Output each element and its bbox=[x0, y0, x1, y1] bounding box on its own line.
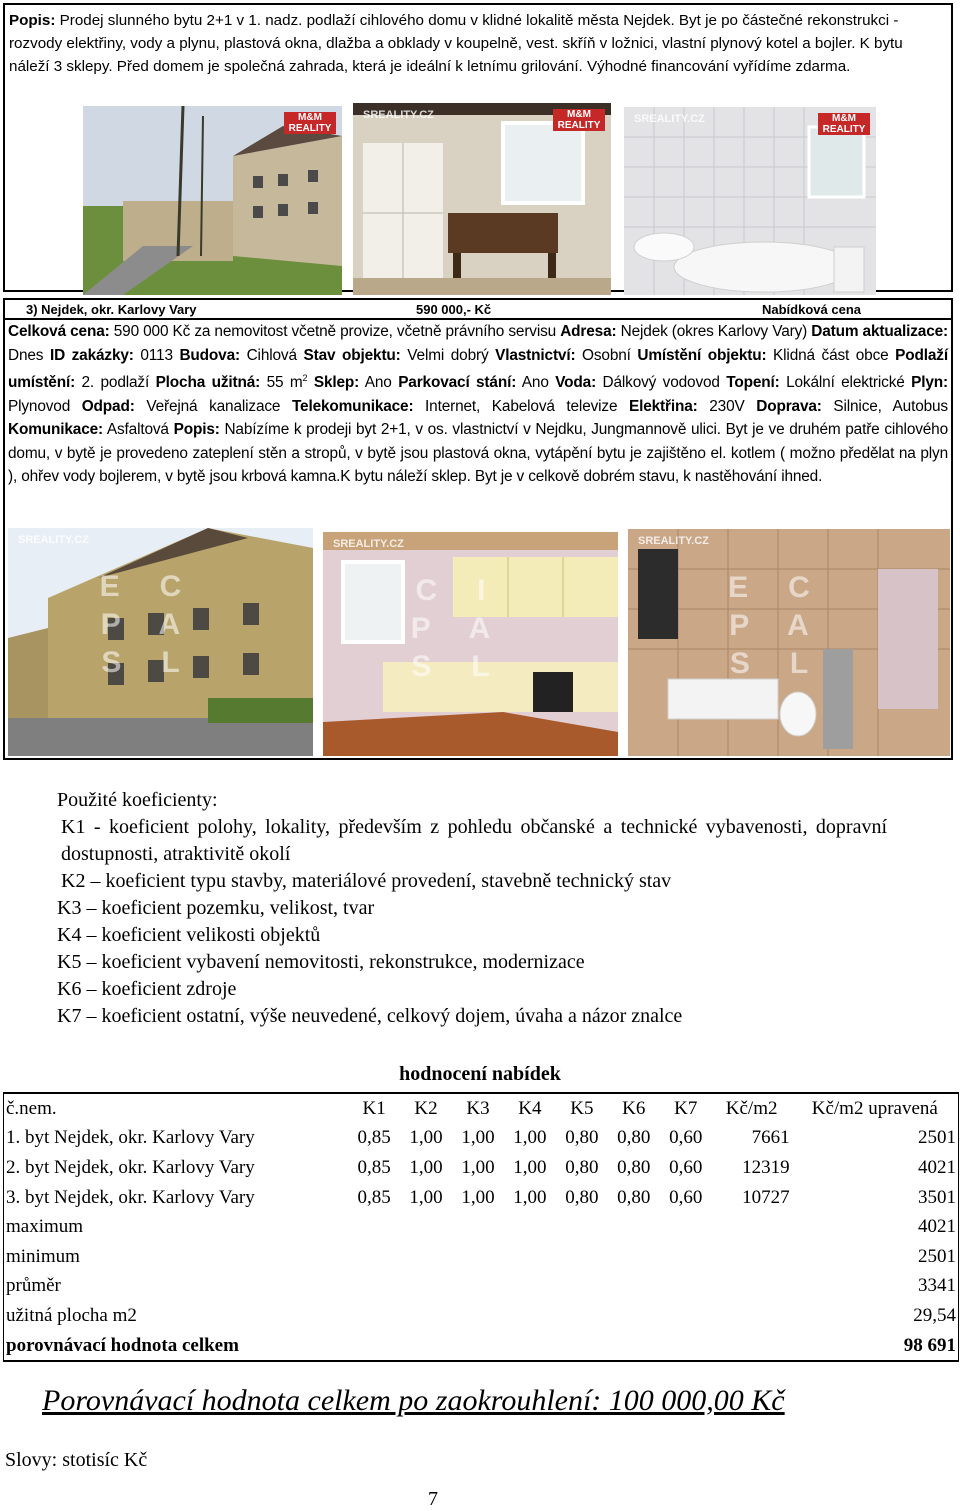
eci-pasel-watermark: EC PA SL bbox=[728, 571, 850, 680]
table-cell: 0,80 bbox=[617, 1186, 651, 1208]
field-label: Odpad: bbox=[81, 397, 135, 415]
photo-building bbox=[8, 528, 313, 756]
photo-kitchen bbox=[353, 103, 611, 295]
table-cell: 0,80 bbox=[565, 1127, 599, 1149]
summary-value: 2501 bbox=[792, 1242, 959, 1272]
field-value: Asfaltová bbox=[103, 421, 174, 439]
coefficient-item: K5 – koeficient vybavení nemovitosti, rekonstrukce, modernizace bbox=[57, 951, 585, 973]
field-value: Cihlová bbox=[239, 346, 304, 364]
field-value: Veřejná kanalizace bbox=[134, 397, 292, 415]
header-cell: K7 bbox=[660, 1093, 712, 1124]
sreality-watermark: SREALITY.CZ bbox=[634, 113, 705, 125]
table-row bbox=[4, 1124, 959, 1154]
coefficient-item: K7 – koeficient ostatní, výše neuvedené, celkový dojem, úvaha a názor znalce bbox=[57, 1005, 683, 1027]
field-label: Budova: bbox=[179, 346, 240, 364]
row-label: 2. byt Nejdek, okr. Karlovy Vary bbox=[4, 1153, 349, 1183]
table-header-row bbox=[4, 1093, 959, 1124]
page-number: 7 bbox=[428, 1488, 438, 1510]
final-value: Porovnávací hodnota celkem po zaokrouhlení: 100 000,00 Kč bbox=[42, 1384, 785, 1417]
total-label: porovnávací hodnota celkem bbox=[4, 1331, 792, 1362]
photo-kitchen bbox=[323, 532, 618, 756]
table-cell: 1,00 bbox=[409, 1127, 443, 1149]
coefficient-item: K4 – koeficient velikosti objektů bbox=[57, 924, 321, 946]
field-value: Nabízíme k prodeji byt 2+1, v os. vlastnictví v Nejdku, Jungmannově ulici. Byt je ve druhém patře cihlového domu, v bytě je provedeno zateplení stěn a stropů, v bytě jsou plastová okna, vytápění bytu je zajištěno el. kotlem ( možno předělat na plyn ), ohřev vody bojlerem, v bytě jsou krbová kamna.K bytu náleží sklep. Byt je v celkově dobrém stavu, k nastěhování ihned. bbox=[8, 421, 948, 486]
header-cell: K1 bbox=[348, 1093, 400, 1124]
header-cell: K2 bbox=[400, 1093, 452, 1124]
evaluation-title: hodnocení nabídek bbox=[399, 1063, 561, 1085]
summary-row bbox=[4, 1272, 959, 1302]
field-label: Datum aktualizace: bbox=[811, 323, 949, 340]
table-cell: 1,00 bbox=[409, 1156, 443, 1178]
field-value: Dálkový vodovod bbox=[596, 374, 727, 392]
field-value-superscript: 2 bbox=[302, 373, 308, 383]
field-value: Klidná část obce bbox=[766, 346, 896, 364]
summary-row bbox=[4, 1242, 959, 1272]
listing-price-type: Nabídková cena bbox=[762, 302, 861, 317]
photo-bathroom bbox=[624, 107, 876, 295]
listing-details bbox=[8, 320, 948, 489]
field-value: 55 m bbox=[260, 374, 303, 392]
table-cell: 4021 bbox=[792, 1153, 959, 1183]
table-cell: 1,00 bbox=[513, 1156, 547, 1178]
field-value: Nejdek (okres Karlovy Vary) bbox=[616, 323, 812, 340]
summary-label: maximum bbox=[4, 1212, 792, 1242]
header-cell: Kč/m2 bbox=[712, 1093, 792, 1124]
field-label: Elektřina: bbox=[629, 397, 698, 415]
field-label: Vlastnictví: bbox=[495, 346, 576, 364]
summary-row bbox=[4, 1301, 959, 1331]
field-value: 230V bbox=[697, 397, 757, 415]
field-value: 0113 bbox=[133, 346, 180, 364]
field-value: Ano bbox=[359, 374, 399, 392]
field-value: Ano bbox=[516, 374, 556, 392]
field-value: Silnice, Autobus bbox=[821, 397, 948, 415]
table-cell: 1,00 bbox=[461, 1127, 495, 1149]
summary-label: minimum bbox=[4, 1242, 792, 1272]
header-cell: č.nem. bbox=[4, 1093, 349, 1124]
row-label: 3. byt Nejdek, okr. Karlovy Vary bbox=[4, 1183, 349, 1213]
table-cell: 0,85 bbox=[357, 1156, 391, 1178]
description-label: Popis: bbox=[9, 12, 56, 29]
table-cell: 0,85 bbox=[357, 1186, 391, 1208]
listing-title: 3) Nejdek, okr. Karlovy Vary bbox=[26, 302, 197, 317]
table-cell: 0,60 bbox=[669, 1127, 703, 1149]
table-row bbox=[4, 1153, 959, 1183]
realty-logo: M&M REALITY bbox=[284, 112, 336, 134]
listing-header bbox=[3, 298, 953, 320]
table-cell: 1,00 bbox=[513, 1127, 547, 1149]
field-label: Plyn: bbox=[911, 374, 949, 392]
table-cell: 3501 bbox=[792, 1183, 959, 1213]
table-cell: 0,60 bbox=[669, 1156, 703, 1178]
field-value: Internet, Kabelová televize bbox=[413, 397, 629, 415]
coefficients-heading: Použité koeficienty: bbox=[57, 789, 218, 811]
total-value: 98 691 bbox=[792, 1331, 959, 1362]
summary-label: průměr bbox=[4, 1272, 792, 1302]
field-value: Osobní bbox=[575, 346, 638, 364]
summary-value: 29,54 bbox=[792, 1301, 959, 1331]
table-cell: 0,60 bbox=[669, 1186, 703, 1208]
field-label: Komunikace: bbox=[8, 421, 103, 439]
table-cell: 1,00 bbox=[461, 1186, 495, 1208]
header-cell: K6 bbox=[608, 1093, 660, 1124]
field-label: Popis: bbox=[173, 421, 220, 439]
table-cell: 12319 bbox=[742, 1156, 790, 1178]
summary-value: 3341 bbox=[792, 1272, 959, 1302]
field-value: Plynovod bbox=[8, 397, 82, 415]
table-cell: 0,85 bbox=[357, 1127, 391, 1149]
field-label: Stav objektu: bbox=[303, 346, 401, 364]
realty-logo: M&M REALITY bbox=[818, 113, 870, 135]
field-label: Umístění objektu: bbox=[637, 346, 767, 364]
coefficient-item: K2 – koeficient typu stavby, materiálové provedení, stavebně technický stav bbox=[61, 870, 672, 892]
summary-row bbox=[4, 1212, 959, 1242]
listing-box-top bbox=[3, 3, 953, 292]
coefficient-item: K1 - koeficient polohy, lokality, především z pohledu občanské a technické vybavenosti, dopravní dostupnosti, atraktivitě okolí bbox=[61, 816, 887, 865]
sreality-watermark: SREALITY.CZ bbox=[363, 109, 434, 121]
field-label: Sklep: bbox=[313, 374, 360, 392]
photo-bathroom bbox=[628, 529, 950, 756]
table-cell: 1,00 bbox=[461, 1156, 495, 1178]
field-label: Plocha užitná: bbox=[155, 374, 261, 392]
field-value: 2. podlaží bbox=[75, 374, 156, 392]
table-cell: 0,80 bbox=[565, 1156, 599, 1178]
field-label: Adresa: bbox=[560, 323, 617, 340]
field-label: Voda: bbox=[555, 374, 597, 392]
summary-label: užitná plocha m2 bbox=[4, 1301, 792, 1331]
sreality-watermark: SREALITY.CZ bbox=[638, 535, 709, 547]
field-value: Velmi dobrý bbox=[400, 346, 496, 364]
listing-description bbox=[9, 9, 947, 78]
listing-body bbox=[3, 320, 953, 760]
table-cell: 0,80 bbox=[617, 1156, 651, 1178]
coefficient-item: K6 – koeficient zdroje bbox=[57, 978, 237, 1000]
eci-pasel-watermark: CI PA SL bbox=[410, 574, 531, 683]
table-cell: 0,80 bbox=[617, 1127, 651, 1149]
realty-logo: M&M REALITY bbox=[553, 109, 605, 131]
field-value: 590 000 Kč za nemovitost včetně provize, včetně právního servisu bbox=[109, 323, 561, 340]
field-label: Celková cena: bbox=[8, 323, 110, 340]
photo-building bbox=[83, 106, 342, 295]
field-label: Topení: bbox=[726, 374, 780, 392]
sreality-watermark: SREALITY.CZ bbox=[18, 534, 89, 546]
description-text: Prodej slunného bytu 2+1 v 1. nadz. podlaží cihlového domu v klidné lokalitě města Nejdek. Byt je po částečné rekonstrukci - rozvody elektřiny, vody a plynu, plastová okna, dlažba a obklady v koupelně, vest. skříň v ložnici, vlastní plynový kotel a bojler. K bytu náleží 3 sklepy. Před domem je společná zahrada, která je ideální k letnímu grilování. Výhodné financování vyřídíme zdarma. bbox=[9, 12, 903, 75]
coefficients-section bbox=[57, 787, 887, 1030]
eci-pasel-watermark: EC PA SL bbox=[99, 570, 222, 679]
field-label: Telekomunikace: bbox=[291, 397, 414, 415]
value-in-words: Slovy: stotisíc Kč bbox=[5, 1449, 148, 1471]
header-cell: K5 bbox=[556, 1093, 608, 1124]
header-cell: Kč/m2 upravená bbox=[792, 1093, 959, 1124]
coefficient-item: K3 – koeficient pozemku, velikost, tvar bbox=[57, 897, 375, 919]
sreality-watermark: SREALITY.CZ bbox=[333, 538, 404, 550]
table-cell: 2501 bbox=[792, 1124, 959, 1154]
table-cell: 10727 bbox=[742, 1186, 790, 1208]
listing-price: 590 000,- Kč bbox=[416, 302, 492, 317]
summary-value: 4021 bbox=[792, 1212, 959, 1242]
table-cell: 1,00 bbox=[513, 1186, 547, 1208]
field-label: Doprava: bbox=[756, 397, 822, 415]
header-cell: K4 bbox=[504, 1093, 556, 1124]
field-value: Dnes bbox=[8, 346, 50, 364]
field-value: Lokální elektrické bbox=[779, 374, 912, 392]
field-label: Podlaží umístění: bbox=[8, 346, 948, 392]
table-row bbox=[4, 1183, 959, 1213]
evaluation-table bbox=[3, 1092, 959, 1362]
row-label: 1. byt Nejdek, okr. Karlovy Vary bbox=[4, 1124, 349, 1154]
field-label: Parkovací stání: bbox=[398, 374, 517, 392]
total-row bbox=[4, 1331, 959, 1362]
header-cell: K3 bbox=[452, 1093, 504, 1124]
table-cell: 7661 bbox=[751, 1127, 790, 1149]
table-cell: 1,00 bbox=[409, 1186, 443, 1208]
field-label: ID zakázky: bbox=[49, 346, 134, 364]
table-cell: 0,80 bbox=[565, 1186, 599, 1208]
